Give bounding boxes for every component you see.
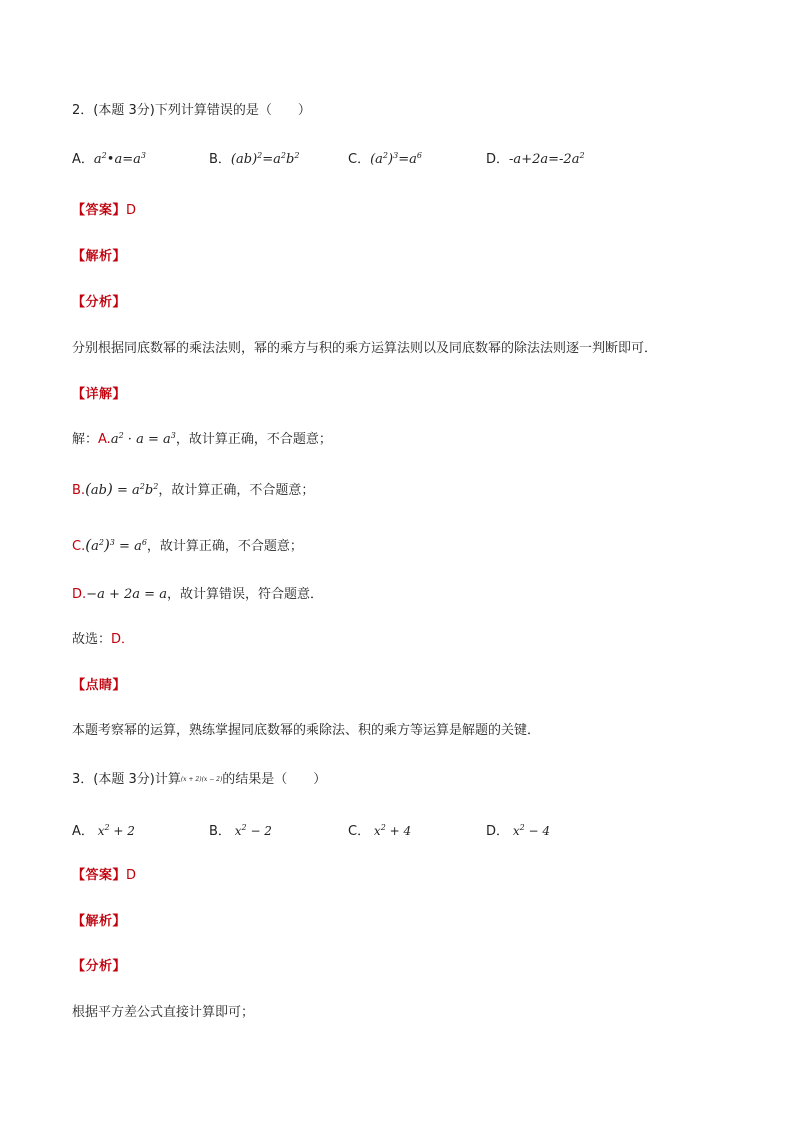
q3-option-b: B． $x^2 - 2$ [209, 823, 272, 839]
q2-solution-a: 解：$A.a^2 \cdot a = a^3$，故计算正确，不合题意； [72, 431, 332, 447]
answer-tag: 【答案】 [72, 203, 127, 218]
q2-solution-c: $C.(a^2)^3 = a^6$，故计算正确，不合题意； [72, 536, 303, 554]
q2-analysis-tag: 【解析】 [72, 249, 127, 264]
q3-option-b-expr: $x^2 - 2$ [234, 823, 272, 838]
q3-option-c-expr: $x^2 + 4$ [373, 823, 412, 838]
q3-option-d-expr: $x^2 - 4$ [512, 823, 551, 838]
q2-number: 2．(本题 3分) [72, 103, 155, 118]
q3-analysis-tag: 【解析】 [72, 914, 127, 929]
q2-stem [72, 102, 311, 120]
q2-option-b-expr: $(ab)^2=a^2b^2$ [230, 151, 300, 167]
q2-solution-b-expr: $(ab) = a^2b^2$ [85, 480, 159, 498]
q2-option-d: D．$-a+2a=-2a^2$ [486, 151, 585, 167]
q3-answer: 【答案】D [72, 868, 137, 883]
q3-option-c: C． $x^2 + 4$ [348, 823, 412, 839]
q3-stem-expr: (x + 2)(x − 2) [180, 776, 223, 783]
q3-fenxi-tag: 【分析】 [72, 959, 127, 974]
q2-fenxi-text: 分别根据同底数幂的乘法法则，幂的乘方与积的乘方运算法则以及同底数幂的除法法则逐一判断即可． [72, 341, 658, 356]
q2-option-b: B．$(ab)^2=a^2b^2$ [209, 151, 300, 167]
q2-detail-tag: 【详解】 [72, 387, 127, 402]
q2-solution-c-expr: $(a^2)^3 = a^6$ [85, 536, 147, 554]
q3-option-a: A． $x^2 + 2$ [72, 823, 135, 839]
q2-solution-b: $B.(ab) = a^2b^2$，故计算正确，不合题意； [72, 480, 315, 498]
q2-option-a: A．$a^2•a=a^3$ [72, 151, 146, 167]
q3-option-d: D． $x^2 - 4$ [486, 823, 551, 839]
q2-dianjing-text: 本题考察幂的运算，熟练掌握同底数幂的乘除法、积的乘方等运算是解题的关键． [72, 723, 541, 738]
q2-fenxi-tag: 【分析】 [72, 295, 127, 310]
answer-value: D [126, 203, 137, 218]
q2-answer [72, 202, 136, 220]
q2-solution-a-expr: $a^2 \cdot a = a^3$ [110, 431, 176, 447]
q2-option-d-expr: $-a+2a=-2a^2$ [509, 151, 585, 167]
q2-choose: 故选：D． [72, 632, 135, 647]
q2-stem-text: 下列计算错误的是（ ） [154, 103, 311, 118]
q2-dianjing-tag: 【点睛】 [72, 678, 127, 693]
q2-option-c: C．$(a^2)^3=a^6$ [348, 151, 422, 167]
q3-fenxi-text: 根据平方差公式直接计算即可； [72, 1005, 255, 1020]
q2-solution-d: D.−a + 2a = a，故计算错误，符合题意． [72, 587, 323, 602]
q2-option-a-expr: $a^2•a=a^3$ [93, 151, 146, 167]
q2-option-c-expr: $(a^2)^3=a^6$ [370, 151, 422, 167]
q2-solution-d-expr: −a + 2a = a [86, 587, 167, 602]
q3-option-a-expr: $x^2 + 2$ [97, 823, 135, 838]
q3-number: 3．(本题 3分) [72, 772, 155, 787]
q3-stem: 3．(本题 3分)计算(x + 2)(x − 2)的结果是（ ） [72, 772, 327, 787]
